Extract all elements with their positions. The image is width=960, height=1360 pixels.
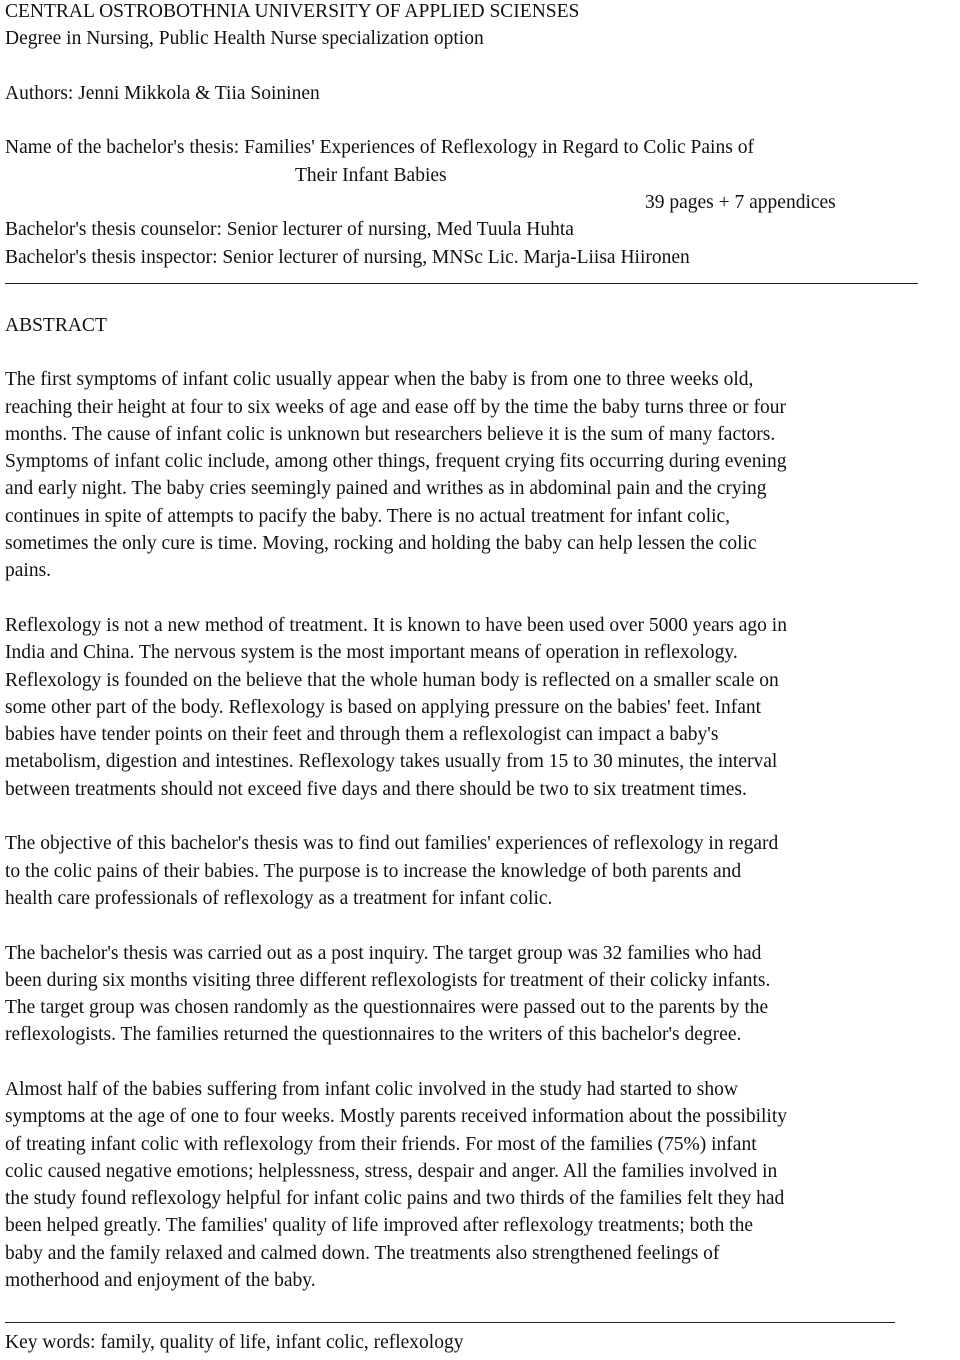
paragraph-line: months. The cause of infant colic is unknown but researchers believe it is the sum of many factors. bbox=[5, 423, 776, 445]
degree-programme: Degree in Nursing, Public Health Nurse specialization option bbox=[5, 28, 484, 50]
header-divider bbox=[5, 283, 918, 284]
abstract-paragraph bbox=[5, 612, 960, 803]
paragraph-line: baby and the family relaxed and calmed down. The treatments also strengthened feelings of bbox=[5, 1242, 720, 1264]
paragraph-line: symptoms at the age of one to four weeks. Mostly parents received information about the possibility bbox=[5, 1106, 787, 1128]
paragraph-line: some other part of the body. Reflexology is based on applying pressure on the babies' feet. Infant bbox=[5, 696, 762, 718]
page-count: 39 pages + 7 appendices bbox=[645, 192, 836, 214]
paragraph-line: Symptoms of infant colic include, among other things, frequent crying fits occurring during evening bbox=[5, 451, 787, 473]
thesis-title-line-2: Their Infant Babies bbox=[295, 164, 447, 186]
thesis-counselor: Bachelor's thesis counselor: Senior lecturer of nursing, Med Tuula Huhta bbox=[5, 219, 574, 241]
paragraph-line: Reflexology is founded on the believe that the whole human body is reflected on a smaller scale on bbox=[5, 669, 779, 691]
footer-divider bbox=[5, 1322, 895, 1323]
paragraph-line: the study found reflexology helpful for infant colic pains and two thirds of the families felt they had bbox=[5, 1188, 785, 1210]
document-page bbox=[5, 0, 960, 1356]
abstract-paragraph bbox=[5, 366, 960, 584]
paragraph-line: to the colic pains of their babies. The purpose is to increase the knowledge of both parents and bbox=[5, 860, 742, 882]
paragraph-line: sometimes the only cure is time. Moving, rocking and holding the baby can help lessen the colic bbox=[5, 533, 757, 555]
institution-name: CENTRAL OSTROBOTHNIA UNIVERSITY OF APPLIED SCIENSES bbox=[5, 1, 580, 22]
paragraph-line: between treatments should not exceed five days and there should be two to six treatment times. bbox=[5, 778, 747, 800]
abstract-body bbox=[5, 366, 960, 1294]
paragraph-line: babies have tender points on their feet and through them a reflexologist can impact a baby's bbox=[5, 724, 719, 746]
abstract-paragraph bbox=[5, 830, 960, 912]
paragraph-line: reaching their height at four to six weeks of age and ease off by the time the baby turns three or four bbox=[5, 396, 786, 418]
paragraph-line: The bachelor's thesis was carried out as a post inquiry. The target group was 32 families who had bbox=[5, 942, 762, 964]
thesis-inspector: Bachelor's thesis inspector: Senior lecturer of nursing, MNSc Lic. Marja-Liisa Hiironen bbox=[5, 246, 690, 268]
abstract-heading: ABSTRACT bbox=[5, 314, 107, 336]
keywords: Key words: family, quality of life, infant colic, reflexology bbox=[5, 1331, 464, 1353]
paragraph-line: metabolism, digestion and intestines. Reflexology takes usually from 15 to 30 minutes, the interval bbox=[5, 751, 778, 773]
paragraph-line: reflexologists. The families returned the questionnaires to the writers of this bachelor's degree. bbox=[5, 1024, 742, 1046]
paragraph-line: The objective of this bachelor's thesis was to find out families' experiences of reflexology in regard bbox=[5, 833, 779, 855]
paragraph-line: been during six months visiting three different reflexologists for treatment of their colicky infants. bbox=[5, 969, 771, 991]
paragraph-line: Almost half of the babies suffering from infant colic involved in the study had started to show bbox=[5, 1078, 738, 1100]
paragraph-line: continues in spite of attempts to pacify the baby. There is no actual treatment for infant colic, bbox=[5, 505, 731, 527]
paragraph-line: The first symptoms of infant colic usually appear when the baby is from one to three weeks old, bbox=[5, 369, 754, 391]
paragraph-line: health care professionals of reflexology as a treatment for infant colic. bbox=[5, 887, 553, 909]
paragraph-line: motherhood and enjoyment of the baby. bbox=[5, 1270, 316, 1292]
abstract-paragraph bbox=[5, 940, 960, 1049]
thesis-title-line-1: Name of the bachelor's thesis: Families' Experiences of Reflexology in Regard to Colic Pains of bbox=[5, 137, 754, 159]
paragraph-line: pains. bbox=[5, 560, 52, 582]
paragraph-line: Reflexology is not a new method of treatment. It is known to have been used over 5000 years ago in bbox=[5, 614, 787, 636]
authors: Authors: Jenni Mikkola & Tiia Soininen bbox=[5, 82, 320, 104]
paragraph-line: colic caused negative emotions; helplessness, stress, despair and anger. All the families involved in bbox=[5, 1160, 778, 1182]
paragraph-line: India and China. The nervous system is the most important means of operation in reflexology. bbox=[5, 642, 738, 664]
paragraph-line: of treating infant colic with reflexology from their friends. For most of the families (75%) infant bbox=[5, 1133, 757, 1155]
paragraph-line: and early night. The baby cries seemingly pained and writhes as in abdominal pain and the crying bbox=[5, 478, 767, 500]
abstract-paragraph bbox=[5, 1076, 960, 1294]
paragraph-line: been helped greatly. The families' quality of life improved after reflexology treatments; both the bbox=[5, 1215, 754, 1237]
paragraph-line: The target group was chosen randomly as the questionnaires were passed out to the parents by the bbox=[5, 997, 769, 1019]
